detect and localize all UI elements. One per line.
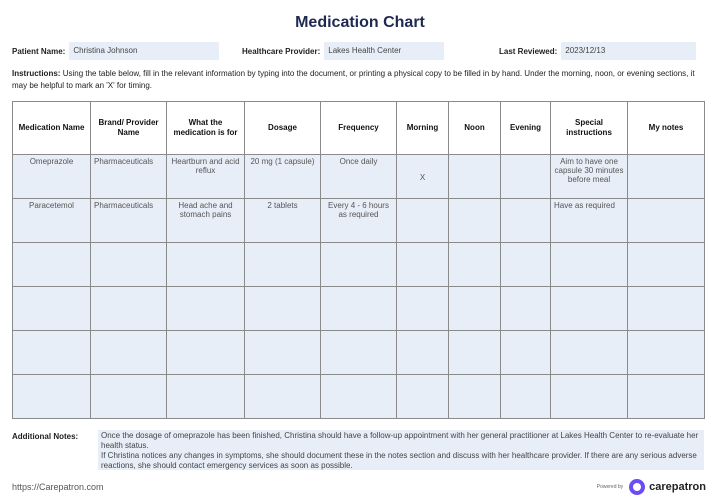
medication-value: Paracetemol <box>29 201 74 210</box>
my-notes-value <box>628 199 704 242</box>
medication-cell[interactable] <box>13 287 91 331</box>
column-header-evening: Evening <box>501 102 551 155</box>
purpose-cell[interactable] <box>167 155 245 199</box>
table-row <box>13 287 705 331</box>
column-header-my-notes: My notes <box>628 102 705 155</box>
morning-cell[interactable] <box>397 331 449 375</box>
purpose-cell[interactable] <box>167 331 245 375</box>
frequency-cell[interactable] <box>321 287 397 331</box>
medication-cell[interactable] <box>13 331 91 375</box>
noon-cell[interactable] <box>449 375 501 419</box>
morning-cell[interactable] <box>397 287 449 331</box>
healthcare-provider-group <box>242 42 444 60</box>
brand-cell[interactable] <box>91 199 167 243</box>
evening-cell[interactable] <box>501 199 551 243</box>
purpose-value: Head ache and stomach pains <box>178 201 233 219</box>
evening-value <box>501 199 550 242</box>
brand-value: Pharmaceuticals <box>94 157 154 166</box>
evening-cell[interactable] <box>501 331 551 375</box>
frequency-value: Every 4 - 6 hours as required <box>328 201 389 219</box>
special-instructions-cell[interactable] <box>551 287 628 331</box>
column-header-morning: Morning <box>397 102 449 155</box>
brand-value: Pharmaceuticals <box>94 201 154 210</box>
table-header-row <box>13 102 705 155</box>
healthcare-provider-field[interactable]: Lakes Health Center <box>324 42 444 60</box>
column-header-frequency: Frequency <box>321 102 397 155</box>
additional-notes-label: Additional Notes: <box>12 432 79 441</box>
medication-cell[interactable] <box>13 243 91 287</box>
table-row <box>13 331 705 375</box>
additional-notes-line-2: If Christina notices any changes in symptoms, she should document these in the notes section and discuss with her healthcare provider. If there are any serious adverse reactions, she should contact emergency services as soon as possible. <box>101 451 697 470</box>
instructions-text: Using the table below, fill in the relevant information by typing into the document, or printing a physical copy to be filled in by hand. Under the morning, noon, or evening sections, it may be helpful to mark an 'X' for timing. <box>12 69 695 90</box>
brand-cell[interactable] <box>91 375 167 419</box>
noon-cell[interactable] <box>449 287 501 331</box>
noon-cell[interactable] <box>449 331 501 375</box>
medication-table <box>12 101 705 419</box>
evening-cell[interactable] <box>501 155 551 199</box>
dosage-cell[interactable] <box>245 375 321 419</box>
last-reviewed-field[interactable]: 2023/12/13 <box>561 42 696 60</box>
frequency-cell[interactable] <box>321 331 397 375</box>
last-reviewed-group <box>499 42 696 60</box>
additional-notes-line-1: Once the dosage of omeprazole has been finished, Christina should have a follow-up appointment with her general practitioner at Lakes Health Center to re-evaluate her health status. <box>101 431 699 450</box>
dosage-value: 2 tablets <box>267 201 298 210</box>
instructions <box>12 68 708 92</box>
column-header-special-instructions: Special instructions <box>551 102 628 155</box>
special-instructions-cell[interactable] <box>551 199 628 243</box>
noon-cell[interactable] <box>449 199 501 243</box>
morning-cell[interactable] <box>397 243 449 287</box>
my-notes-value <box>628 155 704 198</box>
purpose-cell[interactable] <box>167 199 245 243</box>
my-notes-cell[interactable] <box>628 375 705 419</box>
evening-cell[interactable] <box>501 375 551 419</box>
purpose-cell[interactable] <box>167 243 245 287</box>
noon-cell[interactable] <box>449 243 501 287</box>
medication-cell[interactable] <box>13 199 91 243</box>
my-notes-cell[interactable] <box>628 199 705 243</box>
frequency-cell[interactable] <box>321 155 397 199</box>
purpose-cell[interactable] <box>167 287 245 331</box>
patient-name-label: Patient Name: <box>12 46 66 56</box>
medication-cell[interactable] <box>13 375 91 419</box>
column-header-noon: Noon <box>449 102 501 155</box>
special-instructions-cell[interactable] <box>551 331 628 375</box>
dosage-cell[interactable] <box>245 287 321 331</box>
brand-cell[interactable] <box>91 331 167 375</box>
medication-value: Omeprazole <box>29 157 74 166</box>
last-reviewed-label: Last Reviewed: <box>499 46 558 56</box>
noon-cell[interactable] <box>449 155 501 199</box>
patient-name-field[interactable]: Christina Johnson <box>69 42 219 60</box>
dosage-cell[interactable] <box>245 155 321 199</box>
special-instructions-cell[interactable] <box>551 375 628 419</box>
frequency-cell[interactable] <box>321 375 397 419</box>
purpose-cell[interactable] <box>167 375 245 419</box>
brand-cell[interactable] <box>91 155 167 199</box>
table-row <box>13 155 705 199</box>
dosage-cell[interactable] <box>245 331 321 375</box>
purpose-value: Heartburn and acid reflux <box>171 157 240 175</box>
morning-cell[interactable] <box>397 375 449 419</box>
instructions-label: Instructions: <box>12 69 61 78</box>
special-instructions-cell[interactable] <box>551 243 628 287</box>
carepatron-link[interactable]: https://Carepatron.com <box>12 482 104 492</box>
page-title: Medication Chart <box>295 14 425 31</box>
powered-by-text: Powered by <box>596 484 624 490</box>
special-instructions-value: Have as required <box>554 201 615 210</box>
column-header-brand: Brand/ Provider Name <box>91 102 167 155</box>
additional-notes-field[interactable] <box>98 430 704 470</box>
frequency-value: Once daily <box>339 157 378 166</box>
carepatron-logo-icon <box>629 479 645 495</box>
patient-name-group <box>12 42 219 60</box>
brand-cell[interactable] <box>91 243 167 287</box>
evening-cell[interactable] <box>501 287 551 331</box>
my-notes-cell[interactable] <box>628 287 705 331</box>
noon-value <box>449 199 500 242</box>
dosage-cell[interactable] <box>245 243 321 287</box>
my-notes-cell[interactable] <box>628 331 705 375</box>
column-header-medication: Medication Name <box>13 102 91 155</box>
morning-value: X <box>419 173 426 182</box>
evening-cell[interactable] <box>501 243 551 287</box>
my-notes-cell[interactable] <box>628 243 705 287</box>
table-row <box>13 375 705 419</box>
medication-cell[interactable] <box>13 155 91 199</box>
column-header-purpose: What the medication is for <box>167 102 245 155</box>
patient-info-row <box>12 42 708 60</box>
evening-value <box>501 155 550 198</box>
noon-value <box>449 155 500 198</box>
special-instructions-cell[interactable] <box>551 155 628 199</box>
healthcare-provider-label: Healthcare Provider: <box>242 46 321 56</box>
morning-cell[interactable] <box>397 155 449 199</box>
table-row <box>13 199 705 243</box>
powered-by-badge[interactable] <box>597 478 706 496</box>
dosage-value: 20 mg (1 capsule) <box>250 157 315 166</box>
table-row <box>13 243 705 287</box>
brand-name: carepatron <box>649 481 706 493</box>
special-instructions-value: Aim to have one capsule 30 minutes before meal <box>554 157 624 184</box>
dosage-cell[interactable] <box>245 199 321 243</box>
additional-notes <box>12 430 704 470</box>
frequency-cell[interactable] <box>321 243 397 287</box>
brand-cell[interactable] <box>91 287 167 331</box>
morning-value <box>397 199 448 242</box>
frequency-cell[interactable] <box>321 199 397 243</box>
my-notes-cell[interactable] <box>628 155 705 199</box>
morning-cell[interactable] <box>397 199 449 243</box>
column-header-dosage: Dosage <box>245 102 321 155</box>
